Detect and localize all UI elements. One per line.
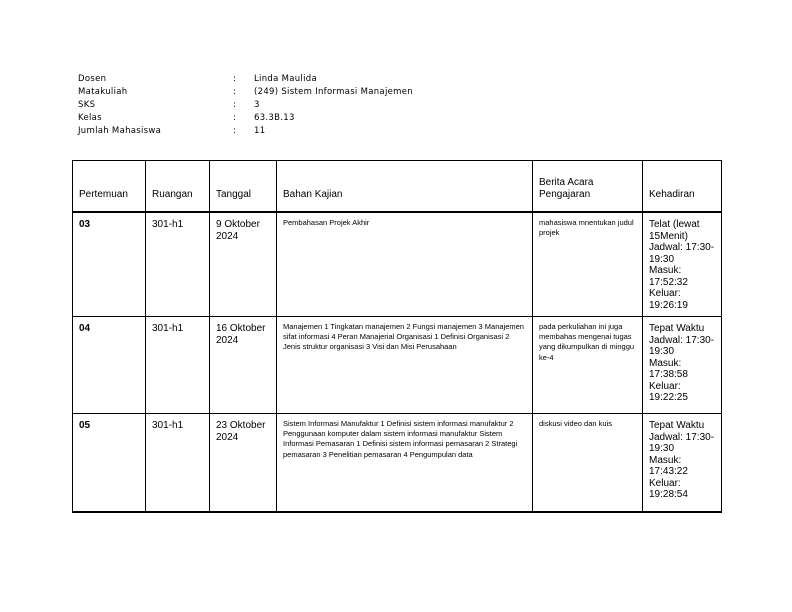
cell-room: 301-h1 (146, 414, 210, 513)
info-value-students: 11 (254, 126, 266, 136)
cell-meeting: 05 (73, 414, 146, 513)
info-row-credits (78, 99, 413, 112)
cell-attendance (643, 414, 722, 513)
cell-attendance (643, 317, 722, 414)
col-header-room: Ruangan (146, 161, 210, 213)
info-colon: : (233, 113, 237, 123)
info-value-course: (249) Sistem Informasi Manajemen (254, 87, 413, 97)
cell-topic: Sistem Informasi Manufaktur 1 Definisi sistem informasi manufaktur 2 Penggunaan komputer dalam sistem informasi manufaktur Sistem Informasi Pemasaran 1 Definisi sistem informasi pemasaran 2 Strategi pemasaran 3 Penelitian pemasaran 4 Pengumpulan data (277, 414, 533, 513)
cell-date: 9 Oktober 2024 (210, 212, 277, 317)
attendance-schedule: Jadwal: 17:30-19:30 (649, 334, 715, 357)
attendance-table (72, 160, 722, 513)
col-header-date: Tanggal (210, 161, 277, 213)
col-header-attendance: Kehadiran (643, 161, 722, 213)
info-colon: : (233, 100, 237, 110)
table-row (73, 317, 722, 414)
info-label-lecturer: Dosen (78, 74, 107, 84)
table-row (73, 212, 722, 317)
cell-topic: Manajemen 1 Tingkatan manajemen 2 Fungsi manajemen 3 Manajemen sifat informasi 4 Peran Manajerial Organisasi 1 Definisi Organisasi 2 Jenis struktur organisasi 3 Visi dan Misi Perusahaan (277, 317, 533, 414)
attendance-status: Tepat Waktu (649, 323, 705, 334)
info-row-lecturer (78, 73, 413, 86)
info-colon: : (233, 126, 237, 136)
table-header-row (73, 161, 722, 213)
cell-minutes: pada perkuliahan ini juga membahas mengenai tugas yang dikumpulkan di minggu ke-4 (533, 317, 643, 414)
col-header-meeting: Pertemuan (73, 161, 146, 213)
attendance-checkin: Masuk: 17:38:58 (649, 357, 688, 380)
info-value-class: 63.3B.13 (254, 113, 295, 123)
info-colon: : (233, 74, 237, 84)
cell-meeting: 03 (73, 212, 146, 317)
info-value-credits: 3 (254, 100, 260, 110)
cell-date: 23 Oktober 2024 (210, 414, 277, 513)
attendance-status: Telat (lewat 15Menit) (649, 219, 700, 242)
info-label-credits: SKS (78, 100, 96, 110)
attendance-status: Tepat Waktu (649, 420, 705, 431)
attendance-schedule: Jadwal: 17:30-19:30 (649, 242, 715, 265)
cell-attendance (643, 212, 722, 317)
info-row-course (78, 86, 413, 99)
info-value-lecturer: Linda Maulida (254, 74, 317, 84)
attendance-checkin: Masuk: 17:52:32 (649, 265, 688, 288)
attendance-checkout: Keluar: 19:26:19 (649, 288, 688, 311)
cell-room: 301-h1 (146, 212, 210, 317)
info-label-class: Kelas (78, 113, 102, 123)
cell-topic: Pembahasan Projek Akhir (277, 212, 533, 317)
table-row (73, 414, 722, 513)
attendance-checkout: Keluar: 19:22:25 (649, 380, 688, 403)
info-row-students (78, 125, 413, 138)
cell-date: 16 Oktober 2024 (210, 317, 277, 414)
course-info (78, 73, 413, 138)
cell-room: 301-h1 (146, 317, 210, 414)
info-colon: : (233, 87, 237, 97)
info-label-students: Jumlah Mahasiswa (78, 126, 162, 136)
attendance-checkout: Keluar: 19:28:54 (649, 477, 688, 500)
col-header-topic: Bahan Kajian (277, 161, 533, 213)
attendance-schedule: Jadwal: 17:30-19:30 (649, 431, 715, 454)
info-label-course: Matakuliah (78, 87, 128, 97)
attendance-checkin: Masuk: 17:43:22 (649, 454, 688, 477)
cell-minutes: mahasiswa mnentukan judul projek (533, 212, 643, 317)
col-header-minutes: Berita Acara Pengajaran (533, 161, 643, 213)
cell-meeting: 04 (73, 317, 146, 414)
cell-minutes: diskusi video dan kuis (533, 414, 643, 513)
info-row-class (78, 112, 413, 125)
